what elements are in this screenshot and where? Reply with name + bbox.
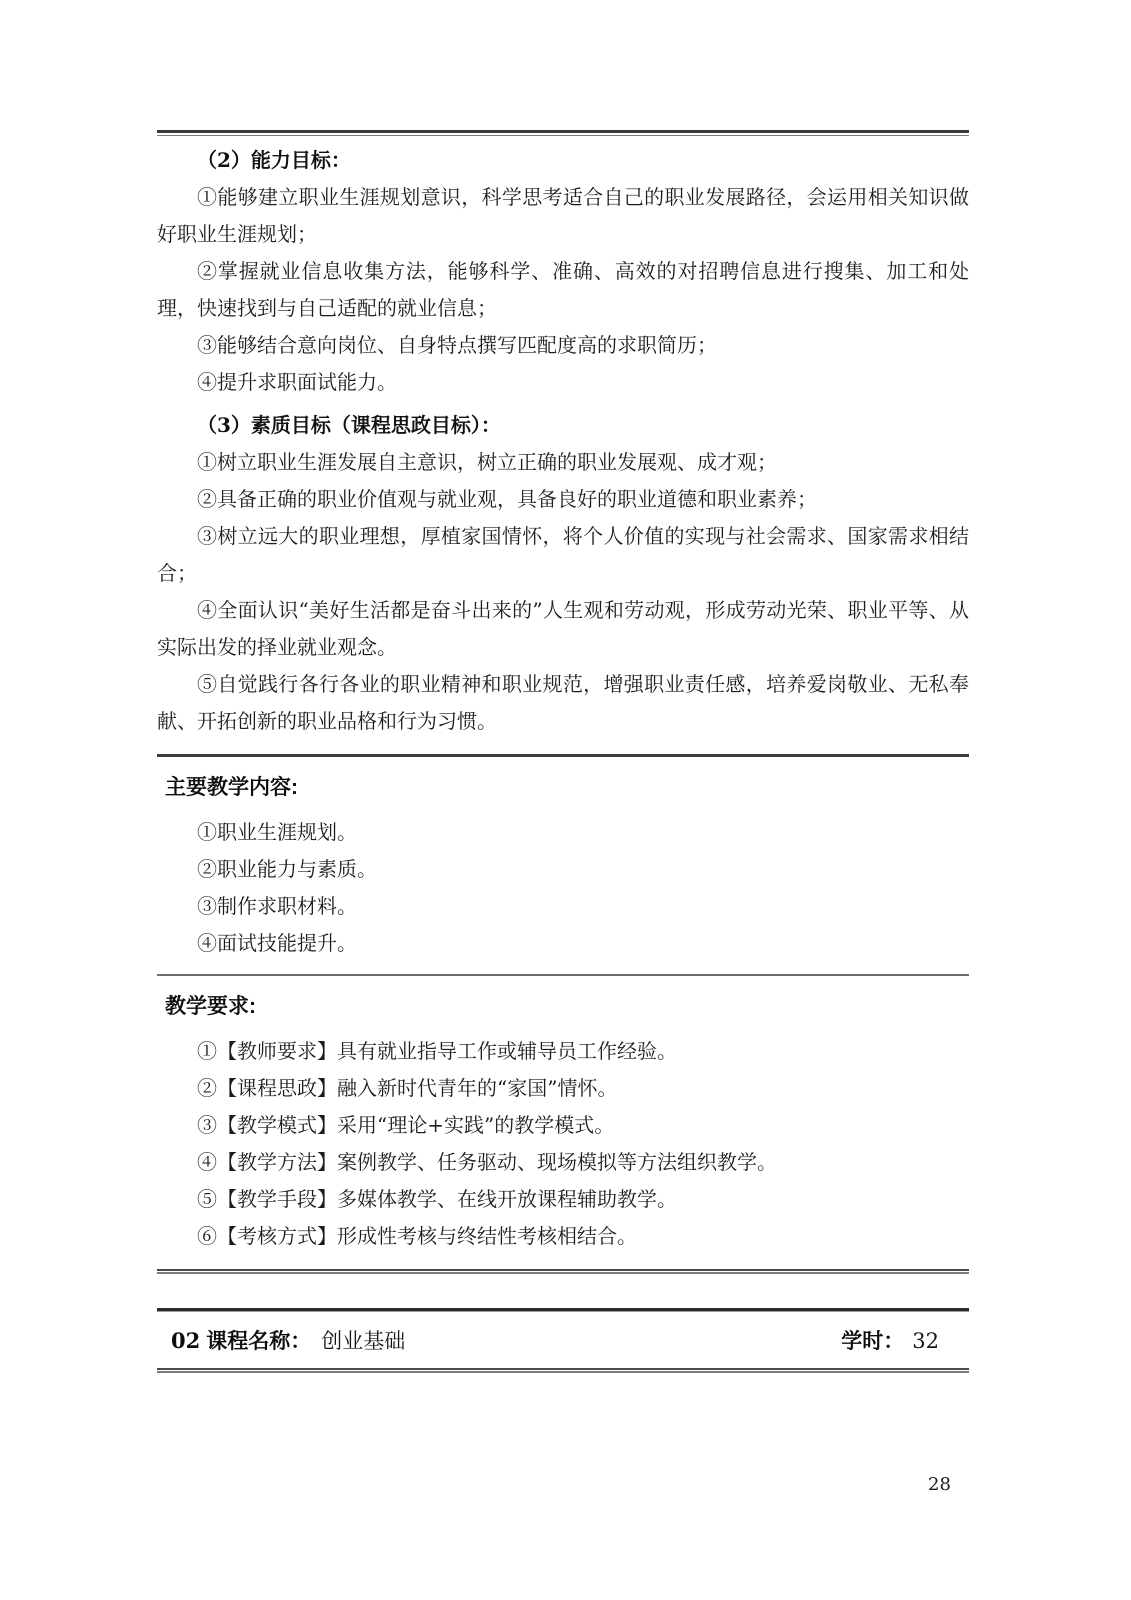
teaching-requirement-item-4: ④【教学方法】案例教学、任务驱动、现场模拟等方法组织教学。 xyxy=(197,1150,777,1174)
page-number: 28 xyxy=(928,1474,951,1495)
quality-goal-item-2: ②具备正确的职业价值观与就业观，具备良好的职业道德和职业素养； xyxy=(197,487,817,511)
teaching-content-item-1: ①职业生涯规划。 xyxy=(197,820,357,844)
course-title xyxy=(171,1325,405,1355)
section-teaching-content xyxy=(157,757,969,974)
ability-goal-item-4: ④提升求职面试能力。 xyxy=(197,370,397,394)
course-name-label: 课程名称： xyxy=(206,1330,312,1353)
teaching-content-item-4: ④面试技能提升。 xyxy=(197,931,357,955)
teaching-content-item-2: ②职业能力与素质。 xyxy=(197,857,377,881)
course-hours-value: 32 xyxy=(912,1329,939,1353)
quality-goals-heading: （3）素质目标（课程思政目标）： xyxy=(197,413,501,437)
teaching-requirement-item-6: ⑥【考核方式】形成性考核与终结性考核相结合。 xyxy=(197,1224,637,1248)
section-course-objectives xyxy=(157,136,969,754)
course-number: 02 xyxy=(171,1328,201,1353)
course-hours xyxy=(841,1325,939,1355)
teaching-content-item-3: ③制作求职材料。 xyxy=(197,894,357,918)
course-name-value: 创业基础 xyxy=(321,1330,406,1353)
teaching-requirement-item-2: ②【课程思政】融入新时代青年的“家国”情怀。 xyxy=(197,1076,618,1100)
course-hours-label: 学时： xyxy=(841,1330,905,1353)
quality-goal-item-3: ③树立远大的职业理想，厚植家国情怀，将个人价值的实现与社会需求、国家需求相结合； xyxy=(157,524,969,585)
table-bottom-border xyxy=(157,1269,969,1274)
quality-goal-item-5: ⑤自觉践行各行各业的职业精神和职业规范，增强职业责任感，培养爱岗敬业、无私奉献、开拓创新的职业品格和行为习惯。 xyxy=(157,672,969,733)
quality-goal-item-1: ①树立职业生涯发展自主意识，树立正确的职业发展观、成才观； xyxy=(197,450,777,474)
quality-goal-item-4: ④全面认识“美好生活都是奋斗出来的”人生观和劳动观，形成劳动光荣、职业平等、从实际出发的择业就业观念。 xyxy=(157,598,969,659)
next-course-header-table xyxy=(157,1308,969,1373)
ability-goal-item-1: ①能够建立职业生涯规划意识，科学思考适合自己的职业发展路径，会运用相关知识做好职业生涯规划； xyxy=(157,185,969,246)
course-header-bottom-border xyxy=(157,1368,969,1373)
syllabus-table-body xyxy=(157,130,969,1274)
ability-goals-heading: （2）能力目标： xyxy=(197,148,351,172)
teaching-requirements-heading: 教学要求: xyxy=(165,995,256,1018)
teaching-content-heading: 主要教学内容: xyxy=(165,776,298,799)
section-teaching-requirements xyxy=(157,976,969,1269)
ability-goal-item-2: ②掌握就业信息收集方法，能够科学、准确、高效的对招聘信息进行搜集、加工和处理，快速找到与自己适配的就业信息； xyxy=(157,259,969,320)
ability-goal-item-3: ③能够结合意向岗位、自身特点撰写匹配度高的求职简历； xyxy=(197,333,717,357)
course-header-row xyxy=(157,1312,969,1368)
teaching-requirement-item-3: ③【教学模式】采用“理论+实践”的教学模式。 xyxy=(197,1113,615,1137)
teaching-requirement-item-5: ⑤【教学手段】多媒体教学、在线开放课程辅助教学。 xyxy=(197,1187,677,1211)
teaching-requirement-item-1: ①【教师要求】具有就业指导工作或辅导员工作经验。 xyxy=(197,1039,677,1063)
